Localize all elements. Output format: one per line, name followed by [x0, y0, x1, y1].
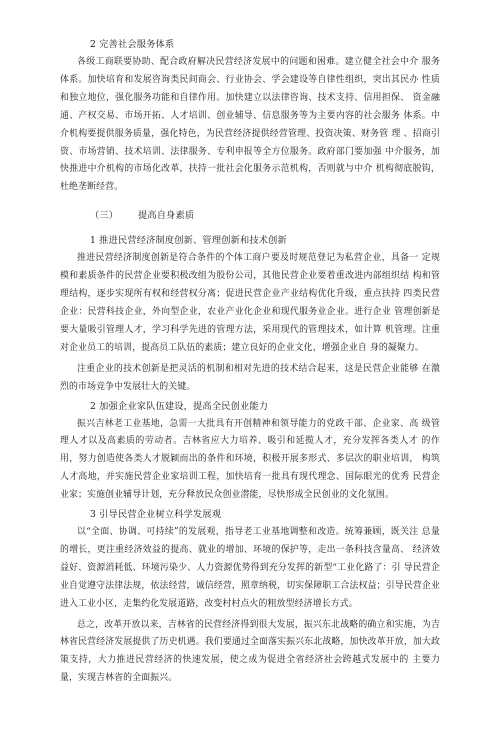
paragraph-social-services: 各级工商联要协助、配合政府解决民营经济发展中的问题和困难。建立健全社会中介 服务体系。加快培育和发展咨询类民间商会、行业协会、学会建设等自律性组织，突出其民办 性质和独立地位，强化服务功能和自律作用。加快建立以法律咨询、技术支持、信用担保、 资金融通、产权交易、市场开拓、人才培训、创业辅导、信息服务等为主要内容的社会服务 体系。中介机构要提供服务质量，强化特色，为民营经济提供经营管理、投资决策、财务管 理 、招商引资、市场营销、技术培训、法律服务、专利申报等全方位服务。政府部门要加强 中介服务，加快推进中介机构的市场化改革，扶持一批社会化服务示范机构，否则就与中介 机构彻底脱钩，杜绝垄断经营。: [60, 57, 440, 193]
section-heading-entrepreneurs: 2 加强企业家队伍建设，提高全民创业能力: [90, 400, 269, 412]
section-heading-social-services: 2 完善社会服务体系: [90, 39, 175, 50]
part-three-label: （三）: [90, 210, 119, 222]
paragraph-entrepreneurs: 振兴吉林老工业基地，急需一大批具有开创精神和领导能力的党政干部、企业家、高 级管理人才以及高素质的劳动者。吉林省应大力培养、吸引和延揽人才，充分发挥各类人才 的作用，努力创造使各类人才脱颖而出的条件和环境，积极开展多形式、多层次的职业培训， 构筑人才高地，并实施民营企业家培训工程，加快培育一批具有现代理念、国际眼光的优秀 民营企业家；实施创业辅导计划，充分释放民众创业潜能，尽快形成全民创业的文化氛围。: [60, 418, 440, 501]
paragraph-innovation-1: 推进民营经济制度创新是符合条件的个体工商户要及时规范登记为私营企业，具备一 定规模和素质条件的民营企业要积极改组为股份公司，其他民营企业要着重改进内部组织结 构和管理结构，逐步实现所有权和经营权分离；促进民营企业产业结构优化升级，重点扶持 四类民营企业：民营科技企业，外向型企业，农业产业化企业和现代服务业企业。进行企业 管理创新是要大量吸引管理人才，学习科学先进的管理方法，采用现代的管理技术，如计算 机管理。注重对企业员工的培训，提高员工队伍的素质；建立良好的企业文化，增强企业自 身的凝聚力。: [60, 253, 440, 353]
paragraph-development-outlook: 以“全面、协调、可持续”的发展观，指导老工业基地调整和改造。统筹兼顾，既关注 总量的增长，更注重经济效益的提高、就业的增加、环境的保护等，走出一条科技含量高、 经济效益好、资源消耗低、环境污染少、人力资源优势得到充分发挥的新型“工业化路了：引 导民营企业自觉遵守法律法规，依法经营，诚信经营，照章纳税，切实保障职工合法权益；引导民营企业进入工业小区，走集约化发展道路，改变村村点火的粗放型经济增长方式。: [60, 527, 440, 609]
paragraph-innovation-2: 注重企业的技术创新是把灵活的机制和相对先进的技术结合起来，这是民营企业能够 在激烈的市场竞争中发展壮大的关键。: [60, 363, 440, 392]
section-heading-innovation: 1 推进民营经济制度创新、管理创新和技术创新: [90, 235, 287, 247]
section-heading-development-outlook: 3 引导民营企业树立科学发展观: [90, 509, 222, 521]
part-three-text: 提高自身素质: [138, 210, 195, 222]
part-three-title: [90, 209, 440, 223]
paragraph-conclusion: 总之，改革开放以来，吉林省的民营经济得到很大发展，振兴东北战略的确立和实施，为吉林省民营经济发展提供了历史机遇。我们要通过全面落实振兴东北战略，加快改革开放，加大政策支持，大力推进民营经济的快速发展，使之成为促进全省经济社会跨越式发展中的 主要力量，实现吉林省的全面振兴。: [60, 619, 440, 684]
